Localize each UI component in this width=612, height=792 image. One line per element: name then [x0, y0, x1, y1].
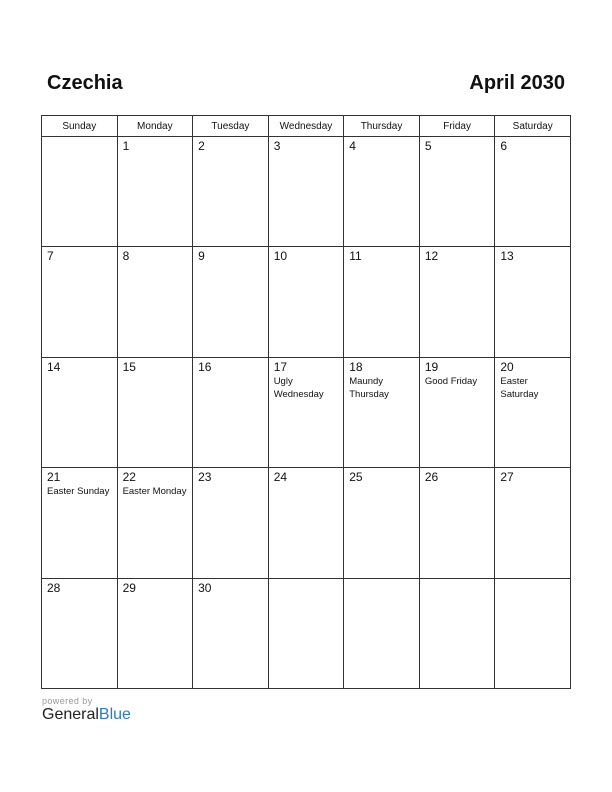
day-number: 8 — [122, 249, 130, 264]
day-cell — [193, 468, 269, 578]
week-row — [42, 578, 571, 688]
day-cell — [268, 578, 344, 688]
day-cell — [117, 468, 193, 578]
day-cell — [193, 578, 269, 688]
day-number: 29 — [122, 580, 136, 595]
day-cell — [42, 468, 118, 578]
day-number: 13 — [500, 249, 514, 264]
day-number: 15 — [122, 359, 136, 374]
day-number: 11 — [349, 249, 362, 264]
day-number: 9 — [198, 249, 205, 264]
day-cell — [268, 247, 344, 357]
day-number: 27 — [500, 470, 514, 485]
holiday-label: Good Friday — [424, 375, 478, 387]
day-cell — [419, 137, 495, 247]
day-number: 30 — [198, 580, 212, 595]
day-cell — [117, 137, 193, 247]
day-cell — [495, 578, 571, 688]
brand-blue-text: Blue — [98, 706, 131, 723]
weekday-wednesday: Wednesday — [268, 116, 344, 137]
day-number: 22 — [122, 470, 136, 485]
holiday-label: Easter Sunday — [47, 486, 110, 498]
day-cell — [42, 137, 118, 247]
day-number: 18 — [349, 359, 363, 374]
day-cell — [419, 247, 495, 357]
week-row — [42, 247, 571, 357]
day-cell — [268, 137, 344, 247]
day-number: 3 — [273, 139, 281, 153]
day-number: 19 — [424, 359, 439, 374]
day-number: 10 — [273, 249, 288, 264]
day-number: 16 — [198, 359, 212, 374]
holiday-label: Easter Saturday — [500, 375, 539, 400]
brand-general-text: General — [42, 706, 99, 723]
day-number: 28 — [47, 580, 61, 595]
calendar-body — [42, 137, 571, 689]
holiday-label: Maundy Thursday — [349, 375, 389, 400]
day-cell — [419, 468, 495, 578]
day-number: 24 — [273, 470, 288, 485]
day-cell — [193, 137, 269, 247]
day-cell — [42, 247, 118, 357]
day-cell — [344, 357, 420, 467]
day-cell — [344, 137, 420, 247]
day-cell — [344, 578, 420, 688]
day-cell — [268, 357, 344, 467]
day-cell — [117, 357, 193, 467]
weekday-header-row — [42, 116, 571, 137]
weekday-friday: Friday — [419, 116, 495, 137]
day-cell — [42, 357, 118, 467]
day-cell — [495, 468, 571, 578]
weekday-saturday: Saturday — [495, 116, 571, 137]
day-number: 2 — [198, 139, 205, 153]
powered-by-text: powered by — [42, 696, 93, 706]
day-number: 14 — [47, 359, 61, 374]
day-number: 23 — [198, 470, 212, 485]
day-number: 20 — [500, 359, 514, 374]
week-row — [42, 357, 571, 467]
day-cell — [344, 468, 420, 578]
weekday-thursday: Thursday — [344, 116, 420, 137]
day-number: 21 — [47, 470, 61, 485]
day-number: 17 — [273, 359, 288, 374]
day-number: 26 — [424, 470, 439, 485]
week-row — [42, 468, 571, 578]
day-number: 25 — [349, 470, 363, 485]
day-number: 1 — [122, 139, 130, 153]
day-cell — [495, 247, 571, 357]
calendar-grid — [41, 115, 571, 689]
day-cell — [193, 247, 269, 357]
holiday-label: Easter Monday — [122, 486, 187, 498]
day-number: 6 — [500, 139, 508, 153]
day-cell — [268, 468, 344, 578]
day-number: 12 — [424, 249, 439, 264]
generalblue-logo — [42, 706, 131, 724]
holiday-label: Ugly Wednesday — [273, 375, 324, 400]
day-cell — [193, 357, 269, 467]
day-cell — [419, 357, 495, 467]
day-cell — [117, 578, 193, 688]
footer-branding — [42, 696, 131, 724]
day-cell — [117, 247, 193, 357]
day-cell — [419, 578, 495, 688]
day-cell — [344, 247, 420, 357]
month-title: April 2030 — [469, 72, 565, 94]
country-title: Czechia — [47, 72, 123, 94]
weekday-monday: Monday — [117, 116, 193, 137]
day-cell — [495, 357, 571, 467]
day-number: 4 — [349, 139, 356, 153]
day-number: 5 — [424, 139, 432, 153]
day-cell — [42, 578, 118, 688]
day-cell — [495, 137, 571, 247]
weekday-tuesday: Tuesday — [193, 116, 269, 137]
day-number: 7 — [47, 249, 54, 264]
week-row — [42, 137, 571, 247]
weekday-sunday: Sunday — [42, 116, 118, 137]
